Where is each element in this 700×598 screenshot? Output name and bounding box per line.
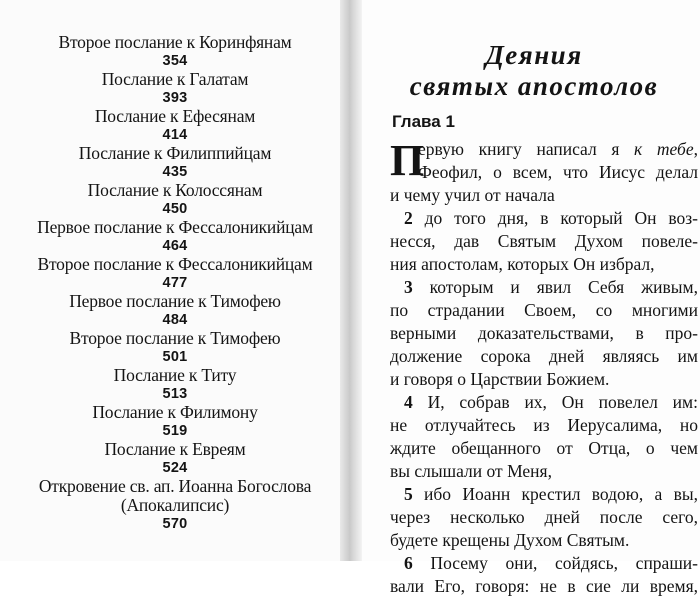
toc-page-number: 414 [162, 127, 188, 143]
left-page-table-of-contents [0, 0, 340, 561]
toc-entry [30, 70, 320, 107]
text-fragment: ибо Иоанн крестил водою, а вы, [412, 484, 698, 504]
text-line [390, 483, 698, 506]
text-fragment: Посему они, сойдясь, спраши- [412, 553, 698, 573]
text-line: должение сорока дней являясь им [390, 346, 698, 366]
verse-1 [390, 138, 698, 184]
text-line: вы слышали от Меня, [390, 461, 552, 481]
text-line: ния апостолам, которых Он избрал, [390, 254, 655, 274]
toc-title: Первое послание к Фессалоникийцам [37, 217, 313, 237]
text-line: несся, дав Святым Духом повеле- [390, 231, 698, 251]
toc-page-number: 393 [162, 90, 188, 106]
toc-title: Послание к Евреям [104, 439, 246, 459]
verse-number: 4 [404, 392, 413, 412]
toc-page-number: 464 [162, 238, 188, 254]
drop-cap: П [390, 136, 425, 185]
text-line: и чему учил от начала [390, 185, 555, 205]
toc-title: Послание к Филиппийцам [78, 143, 272, 163]
toc-entry [30, 181, 320, 218]
toc-entry [30, 33, 320, 70]
text-line [418, 138, 698, 161]
toc-entry [30, 403, 320, 440]
toc-page-number: 484 [162, 312, 188, 328]
toc-title: Послание к Галатам [101, 69, 249, 89]
text-fragment: которым и явил Себя живым, [412, 277, 698, 297]
toc-page-number: 519 [162, 423, 188, 439]
toc-title: Послание к Ефесянам [94, 106, 256, 126]
toc-page-number: 524 [162, 460, 188, 476]
verse-number: 5 [404, 484, 413, 504]
text-line: не отлучайтесь из Иерусалима, но [390, 415, 698, 435]
toc-entry [30, 477, 320, 533]
text-line: верными доказательствами, в про- [390, 323, 698, 343]
book-title [384, 40, 684, 102]
text-line: Феофил, о всем, что Иисус делал [418, 162, 698, 182]
text-line: по страдании Своем, со многими [390, 300, 698, 320]
toc-entry [30, 329, 320, 366]
book-title-line: святых апостолов [409, 71, 659, 101]
toc-title: Первое послание к Тимофею [69, 291, 281, 311]
verse-number: 2 [404, 208, 413, 228]
toc-page-number: 570 [162, 516, 188, 532]
text-line: будете крещены Духом Святым. [390, 530, 630, 550]
toc-entry [30, 292, 320, 329]
toc-entry [30, 366, 320, 403]
toc-entry [30, 255, 320, 292]
text-line: ждите обещанного от Отца, о чем [390, 438, 698, 458]
book-gutter [340, 0, 362, 561]
toc-title: Послание к Титу [113, 365, 237, 385]
text-line [390, 207, 698, 230]
text-line [390, 391, 698, 414]
text-line: через несколько дней после сего, [390, 507, 698, 527]
toc-title: Послание к Филимону [92, 402, 258, 422]
italic-fragment: к тебе [634, 139, 694, 159]
toc-title: Послание к Колоссянам [87, 180, 263, 200]
text-line [390, 276, 698, 299]
toc-title: Второе послание к Фессалоникийцам [37, 254, 313, 274]
toc-entry [30, 144, 320, 181]
verse-number: 3 [404, 277, 413, 297]
chapter-heading: Глава 1 [392, 112, 455, 131]
text-line: и говоря о Царствии Божием. [390, 369, 610, 389]
text-line [390, 552, 698, 575]
toc-title: Второе послание к Тимофею [69, 328, 281, 348]
text-fragment: , [693, 139, 698, 159]
toc-page-number: 435 [162, 164, 188, 180]
toc-page-number: 513 [162, 386, 188, 402]
book-title-line: Деяния [485, 40, 583, 70]
right-page-acts [362, 0, 700, 596]
text-fragment: до того дня, в который Он воз- [412, 208, 698, 228]
verse-number: 6 [404, 553, 413, 573]
text-fragment: ервую книгу написал я [418, 139, 635, 159]
toc-list [30, 33, 320, 533]
toc-entry [30, 107, 320, 144]
toc-title: Откровение св. ап. Иоанна Богослова [38, 476, 312, 496]
toc-title-continued: (Апокалипсис) [120, 495, 230, 515]
toc-page-number: 354 [162, 53, 188, 69]
toc-page-number: 477 [162, 275, 188, 291]
toc-entry [30, 218, 320, 255]
text-fragment: И, собрав их, Он повелел им: [412, 392, 698, 412]
text-line: вали Его, говоря: не в сие ли время, [390, 576, 698, 596]
toc-page-number: 450 [162, 201, 188, 217]
scripture-text [390, 138, 698, 598]
toc-title: Второе послание к Коринфянам [58, 32, 292, 52]
toc-page-number: 501 [162, 349, 188, 365]
toc-entry [30, 440, 320, 477]
